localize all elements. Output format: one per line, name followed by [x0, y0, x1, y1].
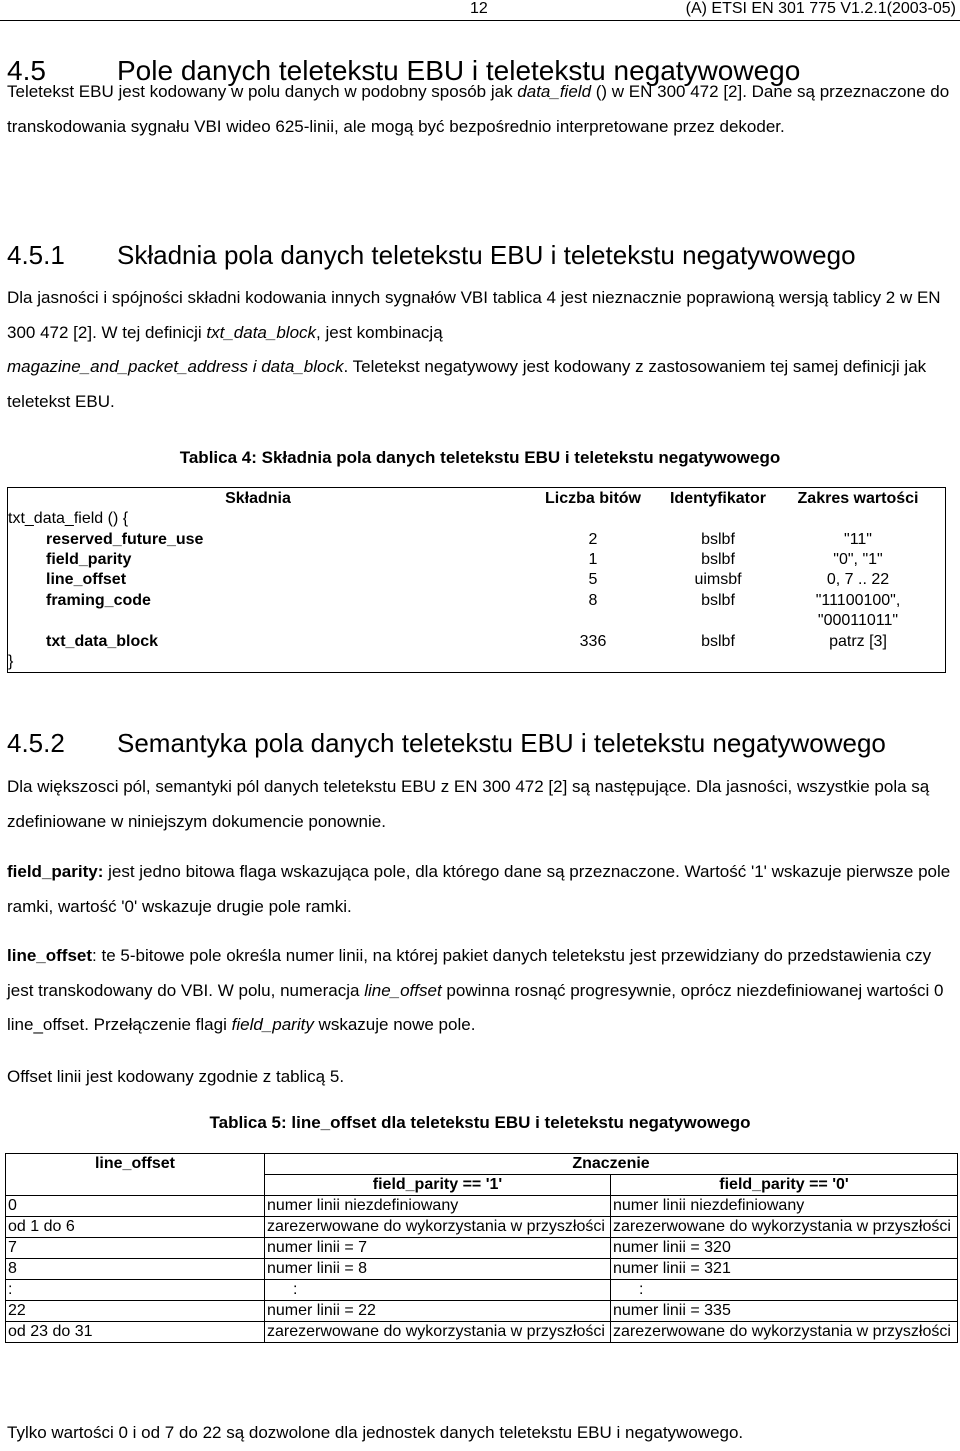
italic-term: data_field — [517, 82, 592, 101]
text-run: : te 5-bitowe pole określa numer linii, na której pakiet danych teletekstu jest przewidziany do przedstawienia czy jest transkodowany do VBI. W polu, numeracja — [7, 946, 932, 1000]
cell-line-offset: : — [6, 1280, 265, 1301]
document-reference: (A) ETSI EN 301 775 V1.2.1(2003-05) — [685, 0, 956, 17]
cell-line-offset: od 23 do 31 — [6, 1322, 265, 1343]
italic-term: magazine_and_packet_address i data_block — [7, 357, 344, 376]
italic-term: line_offset — [364, 980, 442, 1000]
table-4-caption: Tablica 4: Składnia pola danych teletekstu EBU i teletekstu negatywowego — [179, 448, 781, 467]
cell-fp1: : — [265, 1280, 611, 1301]
field-bits: 8 — [588, 592, 598, 609]
cell-fp0: zarezerwowane do wykorzystania w przyszłości — [611, 1322, 958, 1343]
page-header — [0, 0, 960, 21]
table-row — [8, 652, 945, 672]
field-range: "11" — [844, 531, 872, 548]
field-range: "0", "1" — [833, 551, 883, 568]
field-bits: 5 — [588, 571, 598, 588]
field-name: line_offset — [46, 571, 127, 588]
field-bits: 2 — [588, 531, 598, 548]
table-row — [8, 632, 945, 652]
text-run: wskazuje nowe pole. — [313, 1015, 476, 1034]
table-row — [6, 1259, 958, 1280]
header-skladnia: Składnia — [225, 490, 291, 507]
term-label: line_offset — [7, 946, 93, 965]
cell-line-offset: od 1 do 6 — [6, 1217, 265, 1238]
cell-fp1: zarezerwowane do wykorzystania w przyszłości — [265, 1217, 611, 1238]
cell-fp1: zarezerwowane do wykorzystania w przyszłości — [265, 1322, 611, 1343]
field-range: 0, 7 .. 22 — [826, 571, 890, 588]
semantics-intro-paragraph: Dla większosci pól, semantyki pól danych teletekstu EBU z EN 300 472 [2] są następujące. Dla jasności, wszystkie pola są zdefiniowane w niniejszym dokumencie ponownie. — [7, 777, 930, 831]
cell-fp0: : — [611, 1280, 958, 1301]
cell-fp1: numer linii = 8 — [265, 1259, 611, 1280]
table-row — [8, 570, 945, 590]
table-5 — [5, 1153, 958, 1343]
table-header-row — [6, 1154, 958, 1175]
table-4 — [7, 487, 946, 673]
cell-fp0: numer linii = 321 — [611, 1259, 958, 1280]
text-run: () w EN 300 472 [2]. Dane są przeznaczone do transkodowania sygnału VBI wideo 625-linii, ale mogą być bezpośrednio interpretowane przez dekoder. — [7, 82, 950, 136]
cell-fp1: numer linii = 22 — [265, 1301, 611, 1322]
field-name: reserved_future_use — [46, 531, 204, 548]
table-row — [6, 1280, 958, 1301]
text-run: . Teletekst negatywowy jest kodowany z zastosowaniem tej samej definicji jak teletekst EBU. — [7, 357, 927, 411]
header-field-parity-0: field_parity == '0' — [611, 1175, 958, 1196]
cell-line-offset: 0 — [6, 1196, 265, 1217]
table-row — [8, 611, 945, 631]
section-number: 4.5.1 — [7, 240, 65, 270]
cell-line-offset: 22 — [6, 1301, 265, 1322]
field-name: framing_code — [46, 592, 151, 609]
field-id: bslbf — [701, 592, 735, 609]
field-id: bslbf — [701, 551, 735, 568]
text-run: powinna rosnąć progresywnie, oprócz niezdefiniowanej wartości 0 line_offset. Przełączenie flagi — [7, 980, 944, 1034]
field-range: patrz [3] — [829, 633, 887, 650]
field-bits: 336 — [579, 633, 607, 650]
cell-fp1: numer linii niezdefiniowany — [265, 1196, 611, 1217]
footer-note: Tylko wartości 0 i od 7 do 22 są dozwolone dla jednostek danych teletekstu EBU i negatywowego. — [7, 1423, 744, 1442]
table-5-caption: Tablica 5: line_offset dla teletekstu EBU i teletekstu negatywowego — [209, 1113, 751, 1132]
field-id: uimsbf — [694, 571, 742, 588]
struct-open: txt_data_field () { — [8, 510, 129, 527]
section-4-5-1-heading — [7, 240, 856, 270]
field-id: bslbf — [701, 531, 735, 548]
table-header-row — [8, 489, 945, 509]
field-range: "11100100", — [815, 592, 901, 609]
text-run: Teletekst EBU jest kodowany w polu danych w podobny sposób jak — [7, 82, 518, 101]
header-line-offset: line_offset — [6, 1154, 265, 1196]
field-name: field_parity — [46, 551, 132, 568]
field-name: txt_data_block — [46, 633, 159, 650]
line-offset-paragraph — [7, 939, 952, 1043]
section-4-5-2-heading — [7, 728, 886, 758]
cell-fp1: numer linii = 7 — [265, 1238, 611, 1259]
table-row — [6, 1238, 958, 1259]
term-label: field_parity: — [7, 862, 104, 881]
section-number: 4.5 — [7, 55, 46, 86]
offset-paragraph: Offset linii jest kodowany zgodnie z tablicą 5. — [7, 1067, 345, 1086]
field-id: bslbf — [701, 633, 735, 650]
section-4-5-1-paragraph — [7, 281, 952, 419]
cell-line-offset: 8 — [6, 1259, 265, 1280]
page-number: 12 — [470, 0, 488, 17]
header-liczba-bitow: Liczba bitów — [545, 490, 641, 507]
cell-fp0: numer linii niezdefiniowany — [611, 1196, 958, 1217]
italic-term: txt_data_block — [206, 322, 317, 342]
table-row — [8, 509, 945, 529]
table-row — [6, 1217, 958, 1238]
section-number: 4.5.2 — [7, 728, 65, 758]
header-zakres: Zakres wartości — [797, 490, 919, 507]
section-title: Składnia pola danych teletekstu EBU i teletekstu negatywowego — [117, 240, 856, 270]
section-4-5-paragraph — [7, 75, 952, 144]
table-row — [8, 530, 945, 550]
field-range-continued: "00011011" — [817, 612, 899, 629]
table-row — [6, 1322, 958, 1343]
header-field-parity-1: field_parity == '1' — [265, 1175, 611, 1196]
text-run: , jest kombinacją — [316, 322, 443, 342]
text-run: Dla jasności i spójności składni kodowania innych sygnałów VBI tablica 4 jest nieznacznie poprawioną wersją tablicy 2 w EN 300 472 [2]. W tej definicji — [7, 288, 941, 342]
section-title: Pole danych teletekstu EBU i teletekstu negatywowego — [117, 55, 801, 86]
table-row — [8, 550, 945, 570]
text-run: jest jedno bitowa flaga wskazująca pole, dla którego dane są przeznaczone. Wartość '1' wskazuje pierwsze pole ramki, wartość '0' wskazuje drugie pole ramki. — [7, 862, 951, 916]
table-row — [6, 1301, 958, 1322]
table-row — [6, 1196, 958, 1217]
cell-fp0: numer linii = 335 — [611, 1301, 958, 1322]
cell-line-offset: 7 — [6, 1238, 265, 1259]
table-row — [8, 591, 945, 611]
italic-term: field_parity — [231, 1015, 314, 1034]
cell-fp0: numer linii = 320 — [611, 1238, 958, 1259]
header-identyfikator: Identyfikator — [669, 490, 766, 507]
struct-close: } — [8, 653, 14, 670]
header-znaczenie: Znaczenie — [265, 1154, 958, 1175]
field-bits: 1 — [588, 551, 598, 568]
field-parity-paragraph — [7, 855, 952, 924]
cell-fp0: zarezerwowane do wykorzystania w przyszłości — [611, 1217, 958, 1238]
section-title: Semantyka pola danych teletekstu EBU i teletekstu negatywowego — [117, 728, 886, 758]
